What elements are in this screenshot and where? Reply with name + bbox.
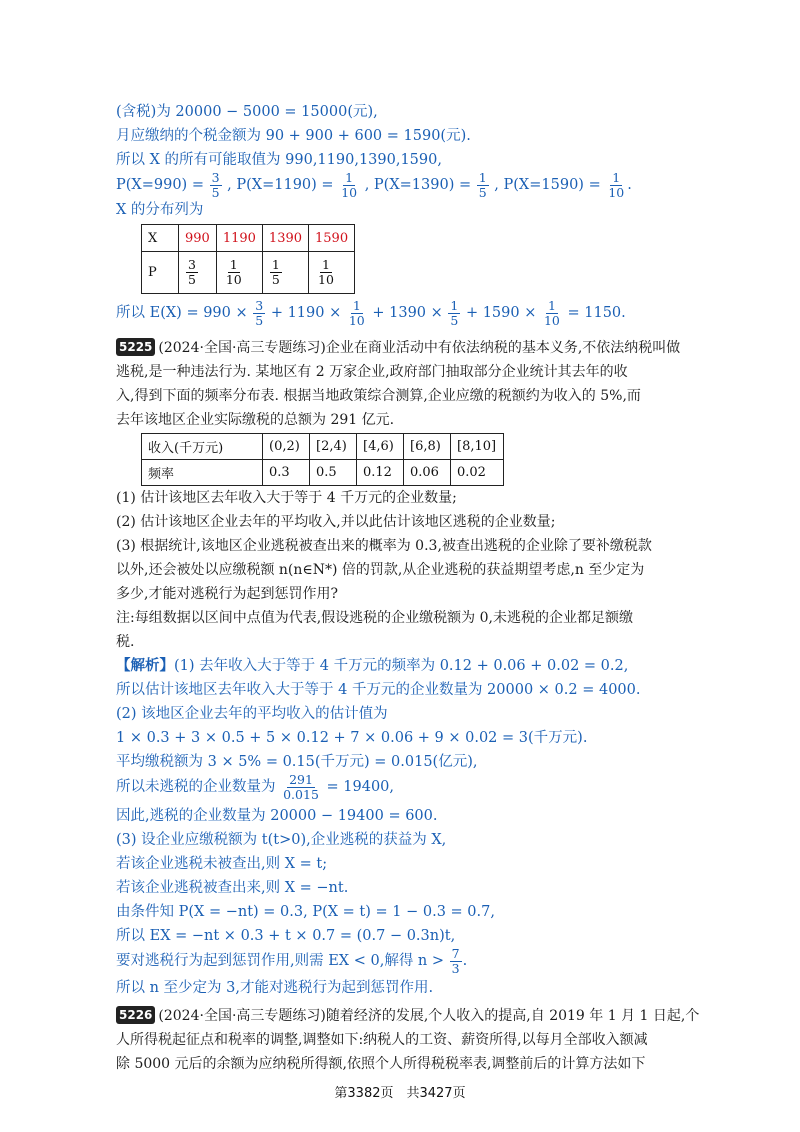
fraction	[448, 299, 460, 328]
fraction	[347, 299, 367, 328]
denominator: 10	[348, 312, 365, 328]
numerator: 7	[451, 945, 460, 961]
numerator: 3	[211, 169, 220, 185]
text-span: .	[462, 953, 468, 969]
numerator: 1	[345, 169, 354, 185]
fraction	[477, 171, 489, 200]
denominator: 5	[188, 272, 196, 287]
p-label: P	[142, 252, 179, 294]
text-span: , P(X=1190) =	[227, 177, 334, 193]
solution-line-9: 若该企业逃税未被查出,则 X = t;	[116, 856, 328, 872]
p-value	[216, 252, 262, 294]
fraction	[339, 171, 359, 200]
x-value: 990	[179, 225, 217, 252]
p-value	[262, 252, 308, 294]
fraction	[224, 258, 244, 287]
numerator: 1	[271, 257, 280, 272]
denominator: 10	[608, 184, 625, 200]
numerator: 1	[352, 297, 361, 313]
denominator: 5	[450, 312, 459, 328]
fraction	[186, 258, 198, 287]
fraction	[316, 258, 336, 287]
table-cell: 0.3	[263, 460, 310, 486]
text-span: 所以 E(X) = 990 ×	[116, 305, 248, 321]
page-footer: 第3382页 共3427页	[334, 1086, 466, 1101]
text-span: .	[627, 177, 632, 193]
table-cell: 0.02	[451, 460, 504, 486]
question-number-badge: 5225	[116, 338, 155, 356]
fraction	[210, 171, 222, 200]
text-span: (1) 去年收入大于等于 4 千万元的频率为 0.12 + 0.06 + 0.02 = 0.2,	[174, 658, 629, 674]
solution-line-13	[116, 946, 467, 976]
denominator: 10	[341, 184, 358, 200]
denominator: 5	[211, 184, 220, 200]
numerator: 1	[450, 297, 459, 313]
x-value: 1190	[216, 225, 262, 252]
prev-line-5: X 的分布列为	[116, 202, 204, 218]
table-header: (0,2)	[263, 434, 310, 460]
denominator: 3	[451, 960, 460, 976]
q5226-line-1	[116, 1006, 699, 1026]
prev-line-2: 月应缴纳的个税金额为 90 + 900 + 600 = 1590(元).	[116, 128, 471, 144]
text-span: + 1590 ×	[465, 305, 537, 321]
q5225-part-3c: 多少,才能对逃税行为起到惩罚作用?	[116, 586, 338, 602]
denominator: 5	[255, 312, 264, 328]
table-header: [6,8)	[404, 434, 451, 460]
fraction	[606, 171, 626, 200]
x-label: X	[142, 225, 179, 252]
table-header: 收入(千万元)	[142, 434, 263, 460]
q5225-part-3b: 以外,还会被处以应缴税额 n(n∈N*) 倍的罚款,从企业逃税的获益期望考虑,n 至少定为	[116, 562, 645, 578]
fraction	[270, 258, 282, 287]
q5225-line-1	[116, 338, 680, 358]
table-cell: 0.06	[404, 460, 451, 486]
solution-line-7: 因此,逃税的企业数量为 20000 − 19400 = 600.	[116, 808, 438, 824]
fraction	[450, 947, 462, 976]
x-value: 1390	[262, 225, 308, 252]
text-span: (2024·全国·高三专题练习)企业在商业活动中有依法纳税的基本义务,不依法纳税叫做	[158, 340, 681, 356]
q5225-line-4: 去年该地区企业实际缴税的总额为 291 亿元.	[116, 412, 395, 428]
text-span: (2024·全国·高三专题练习)随着经济的发展,个人收入的提高,自 2019 年 1 月 1 日起,个	[158, 1008, 700, 1024]
q5226-line-2: 人所得税起征点和税率的调整,调整如下:纳税人的工资、薪资所得,以每月全部收入额减	[116, 1032, 648, 1048]
solution-line-14: 所以 n 至少定为 3,才能对逃税行为起到惩罚作用.	[116, 980, 434, 996]
q5226-line-3: 除 5000 元后的余额为应纳税所得额,依照个人所得税税率表,调整前后的计算方法如下	[116, 1056, 646, 1072]
q5225-part-1: (1) 估计该地区去年收入大于等于 4 千万元的企业数量;	[116, 490, 457, 506]
q5225-line-2: 逃税,是一种违法行为. 某地区有 2 万家企业,政府部门抽取部分企业统计其去年的收	[116, 364, 628, 380]
fraction	[542, 299, 562, 328]
fraction	[281, 773, 321, 802]
row-label: 频率	[142, 460, 263, 486]
fraction	[253, 299, 265, 328]
text-span: + 1390 ×	[372, 305, 443, 321]
text-span: + 1190 ×	[270, 305, 342, 321]
frequency-table	[141, 433, 504, 486]
p-value	[179, 252, 217, 294]
prev-prob-line	[116, 170, 632, 200]
text-span: 要对逃税行为起到惩罚作用,则需 EX < 0,解得 n >	[116, 953, 445, 969]
text-span: , P(X=1590) =	[494, 177, 601, 193]
q5225-part-2: (2) 估计该地区企业去年的平均收入,并以此估计该地区逃税的企业数量;	[116, 514, 556, 530]
denominator: 10	[225, 272, 242, 287]
text-span: P(X=990) =	[116, 177, 204, 193]
x-value: 1590	[309, 225, 355, 252]
denominator: 5	[478, 184, 487, 200]
solution-line-11: 由条件知 P(X = −nt) = 0.3, P(X = t) = 1 − 0.3 = 0.7,	[116, 904, 495, 920]
numerator: 1	[612, 169, 621, 185]
solution-line-1	[116, 656, 628, 676]
q5225-note-2: 税.	[116, 634, 135, 650]
solution-line-12: 所以 EX = −nt × 0.3 + t × 0.7 = (0.7 − 0.3n)t,	[116, 928, 456, 944]
solution-line-6	[116, 772, 394, 802]
solution-line-8: (3) 设企业应缴税额为 t(t>0),企业逃税的获益为 X,	[116, 832, 447, 848]
table-row	[142, 434, 504, 460]
table-header: [4,6)	[357, 434, 404, 460]
table-cell: 0.5	[310, 460, 357, 486]
denominator: 10	[318, 272, 334, 287]
numerator: 3	[255, 297, 264, 313]
prev-line-3: 所以 X 的所有可能取值为 990,1190,1390,1590,	[116, 152, 442, 168]
table-row	[142, 225, 355, 252]
prev-expectation-line	[116, 298, 626, 328]
prev-line-1: (含税)为 20000 − 5000 = 15000(元),	[116, 104, 378, 120]
numerator: 1	[229, 257, 238, 272]
distribution-table	[141, 224, 355, 294]
numerator: 1	[478, 169, 487, 185]
solution-line-4: 1 × 0.3 + 3 × 0.5 + 5 × 0.12 + 7 × 0.06 + 9 × 0.02 = 3(千万元).	[116, 730, 588, 746]
table-row	[142, 460, 504, 486]
text-span: = 1150.	[567, 305, 626, 321]
solution-line-3: (2) 该地区企业去年的平均收入的估计值为	[116, 706, 388, 722]
solution-label: 【解析】	[116, 658, 174, 674]
table-cell: 0.12	[357, 460, 404, 486]
text-span: = 19400,	[326, 779, 395, 795]
q5225-part-3a: (3) 根据统计,该地区企业逃税被查出来的概率为 0.3,被查出逃税的企业除了要补缴税款	[116, 538, 652, 554]
solution-line-10: 若该企业逃税被查出来,则 X = −nt.	[116, 880, 349, 896]
solution-line-2: 所以估计该地区去年收入大于等于 4 千万元的企业数量为 20000 × 0.2 = 4000.	[116, 682, 641, 698]
p-value	[309, 252, 355, 294]
denominator: 0.015	[283, 786, 319, 802]
numerator: 291	[289, 771, 313, 787]
numerator: 1	[547, 297, 556, 313]
table-row	[142, 252, 355, 294]
q5225-line-3: 入,得到下面的频率分布表. 根据当地政策综合测算,企业应缴的税额约为收入的 5%,而	[116, 388, 641, 404]
numerator: 1	[321, 257, 330, 272]
question-number-badge: 5226	[116, 1006, 155, 1024]
table-header: [2,4)	[310, 434, 357, 460]
solution-line-5: 平均缴税额为 3 × 5% = 0.15(千万元) = 0.015(亿元),	[116, 754, 478, 770]
text-span: 所以未逃税的企业数量为	[116, 779, 276, 795]
denominator: 10	[543, 312, 560, 328]
denominator: 5	[271, 272, 280, 287]
numerator: 3	[188, 257, 196, 272]
text-span: , P(X=1390) =	[364, 177, 472, 193]
table-header: [8,10]	[451, 434, 504, 460]
q5225-note-1: 注:每组数据以区间中点值为代表,假设逃税的企业缴税额为 0,未逃税的企业都足额缴	[116, 610, 633, 626]
